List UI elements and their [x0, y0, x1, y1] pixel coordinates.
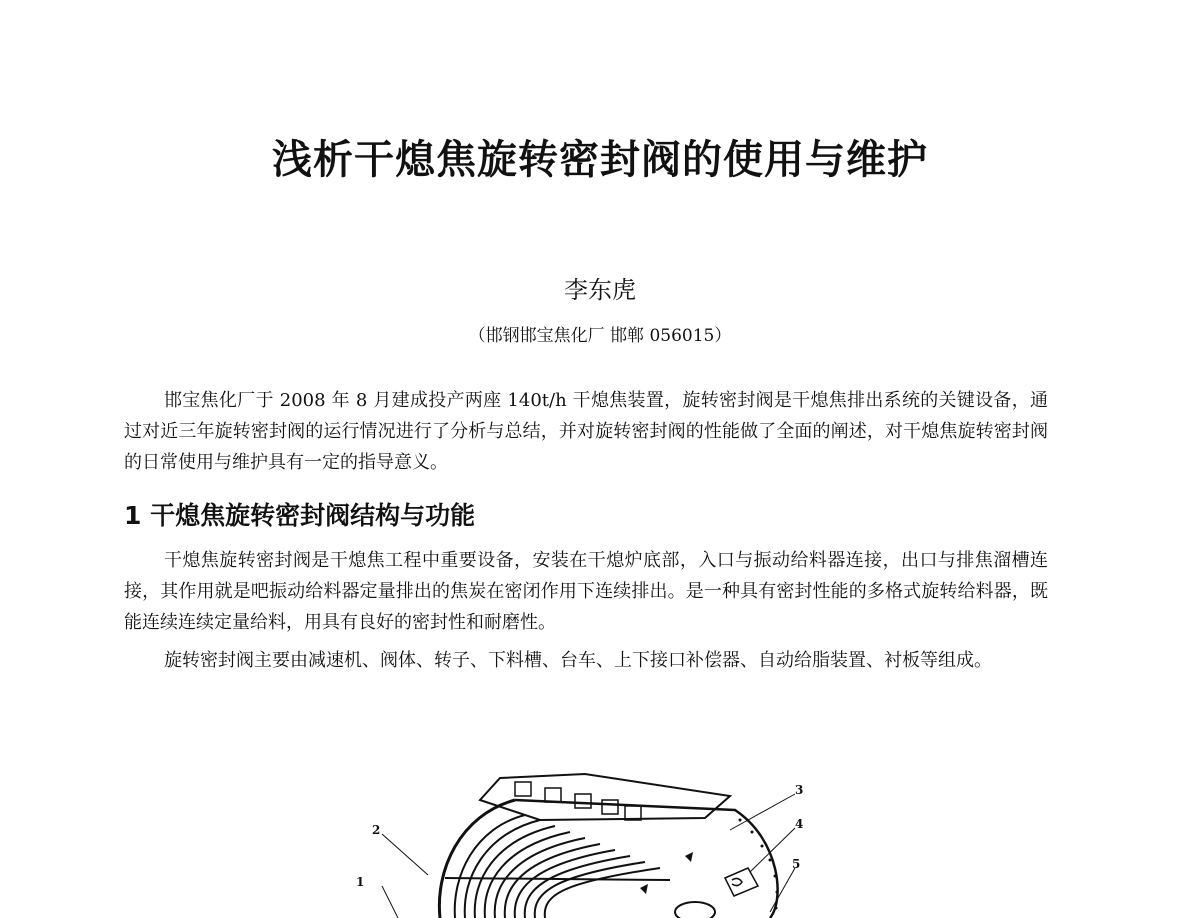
- drum-outline: [515, 800, 778, 918]
- rotary-seal-valve-figure: [340, 760, 840, 918]
- callout-4: 4: [795, 817, 804, 831]
- body-paragraph: 旋转密封阀主要由减速机、阀体、转子、下料槽、台车、上下接口补偿器、自动给脂装置、衬板等组成。: [164, 650, 992, 671]
- body-paragraph: 干熄焦旋转密封阀是干熄焦工程中重要设备，安装在干熄炉底部，入口与振动给料器连接，出口与排焦溜槽连接，其作用就是吧振动给料器定量排出的焦炭在密闭作用下连续排出。是一种具有密封性能的多格式旋转给料器，既能连续连续定量给料，用具有良好的密封性和耐磨性。: [124, 550, 1048, 633]
- section-heading: 1 干熄焦旋转密封阀结构与功能: [124, 501, 476, 530]
- author-name: 李东虎: [564, 276, 636, 304]
- author-affiliation: （邯钢邯宝焦化厂 邯郸 056015）: [468, 326, 732, 346]
- abstract-paragraph: 邯宝焦化厂于 2008 年 8 月建成投产两座 140t/h 干熄焦装置，旋转密封阀是干熄焦排出系统的关键设备，通过对近三年旋转密封阀的运行情况进行了分析与总结，并对旋转密封阀的性能做了全面的阐述，对干熄焦旋转密封阀的日常使用与维护具有一定的指导意义。: [124, 390, 1048, 473]
- rotor-slats: [455, 815, 660, 918]
- callout-1: 1: [356, 875, 365, 889]
- valve-drawing: [340, 760, 840, 918]
- callout-2: 2: [372, 823, 381, 837]
- paper-title: 浅析干熄焦旋转密封阀的使用与维护: [272, 137, 928, 183]
- callout-3: 3: [795, 783, 804, 797]
- drum-front-edge: [439, 800, 515, 918]
- callout-5: 5: [792, 857, 801, 871]
- top-inlet-plate: [480, 774, 730, 820]
